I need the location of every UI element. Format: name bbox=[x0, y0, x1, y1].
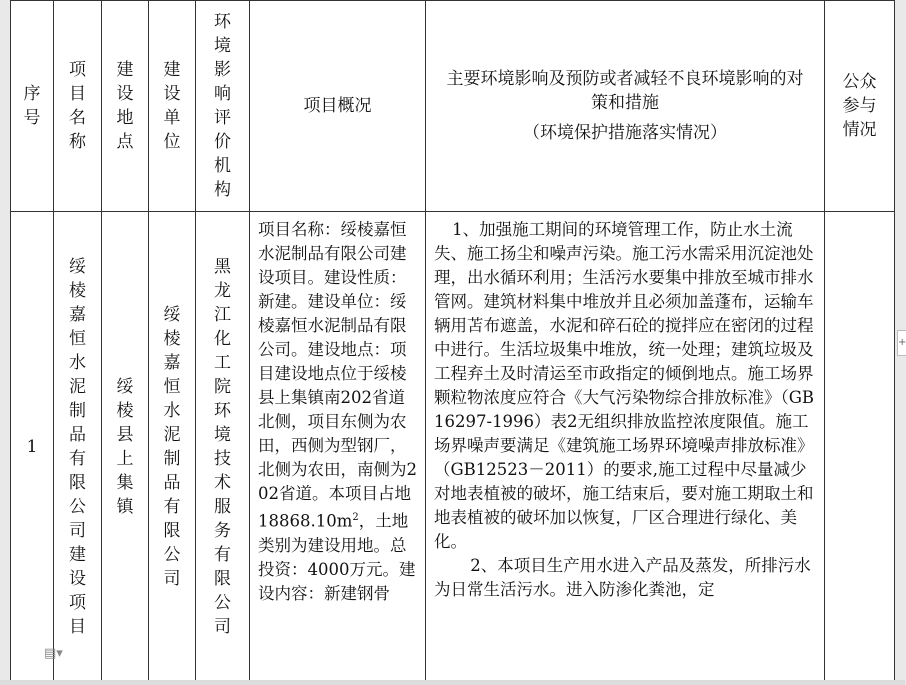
header-project-name-cell bbox=[54, 1, 102, 212]
row-measures bbox=[426, 212, 824, 602]
overview-superscript: 2 bbox=[352, 512, 359, 523]
row-seq-cell bbox=[11, 212, 54, 683]
table-header-row bbox=[11, 1, 895, 212]
header-seq-cell bbox=[11, 1, 54, 212]
row-unit: 绥棱嘉恒水泥制品有限公司 bbox=[163, 305, 181, 589]
row-location: 绥棱县上集镇 bbox=[116, 377, 134, 517]
header-public-cell bbox=[825, 1, 895, 212]
row-seq: 1 bbox=[26, 437, 38, 457]
paste-options-icon[interactable]: ▤▾ bbox=[44, 646, 63, 661]
row-eia-org-cell bbox=[196, 212, 250, 683]
row-project-name-cell bbox=[54, 212, 102, 683]
header-public: 公众参与情况 bbox=[842, 72, 877, 140]
row-measures-cell bbox=[426, 212, 825, 683]
eia-table bbox=[10, 0, 895, 683]
header-eia-org: 环境影响评价机构 bbox=[214, 12, 231, 200]
header-measures-title: 主要环境影响及预防或者减轻不良环境影响的对策和措施 bbox=[446, 69, 804, 113]
header-overview: 项目概况 bbox=[303, 96, 372, 116]
row-location-cell bbox=[102, 212, 149, 683]
header-project-name: 项目名称 bbox=[69, 60, 86, 152]
overview-text-2: ，土地类别为建设用地。总投资：4000万元。建设内容：新建钢骨 bbox=[258, 511, 416, 603]
row-public-cell bbox=[825, 212, 895, 683]
measure-paragraph-1: 1、加强施工期间的环境管理工作，防止水土流失、施工扬尘和噪声污染。施工污水需采用沉淀池处理，出水循环利用；生活污水要集中排放至城市排水管网。建筑材料集中堆放并且必须加盖蓬布，运输车辆用苫布遮盖，水泥和碎石砼的搅拌应在密闭的过程中进行。生活垃圾集中堆放，统一处理；建筑垃圾及工程弃土及时清运至市政指定的倾倒地点。施工场界颗粒物浓度应符合《大气污染物综合排放标准》（GB16297-1996）表2无组织排放监控浓度限值。施工场界噪声要满足《建筑施工场界环境噪声排放标准》（GB12523－2011）的要求,施工过程中尽量减少对地表植被的破坏，施工结束后，要对施工期取土和地表植被的破坏加以恢复，厂区合理进行绿化、美化。 bbox=[434, 220, 815, 551]
document-page bbox=[10, 0, 895, 685]
row-overview-cell bbox=[250, 212, 426, 683]
overview-text-1: 项目名称：绥棱嘉恒水泥制品有限公司建设项目。建设性质：新建。建设单位：绥棱嘉恒水泥制品有限公司。建设地点：项目建设地点位于绥棱县上集镇南202省道北侧，项目东侧为农田，西侧为型钢厂，北侧为农田，南侧为202省道。本项目占地18868.10m bbox=[258, 220, 417, 531]
header-unit-cell bbox=[149, 1, 196, 212]
header-location: 建设地点 bbox=[116, 60, 134, 152]
row-unit-cell bbox=[149, 212, 196, 683]
header-location-cell bbox=[102, 1, 149, 212]
table-row bbox=[11, 212, 895, 683]
add-column-icon[interactable]: + bbox=[897, 330, 906, 356]
page-bottom-edge bbox=[0, 680, 905, 685]
header-eia-org-cell bbox=[196, 1, 250, 212]
measure-paragraph-2: 2、本项目生产用水进入产品及蒸发，所排污水为日常生活污水。进入防渗化粪池，定 bbox=[434, 556, 811, 599]
header-unit: 建设单位 bbox=[163, 60, 181, 152]
header-seq: 序号 bbox=[23, 84, 41, 128]
header-measures-subtitle: （环境保护措施落实情况） bbox=[523, 123, 727, 143]
header-measures-cell bbox=[426, 1, 825, 212]
row-project-name: 绥棱嘉恒水泥制品有限公司建设项目 bbox=[69, 257, 86, 637]
header-overview-cell bbox=[250, 1, 426, 212]
row-eia-org: 黑龙江化工院环境技术服务有限公司 bbox=[214, 257, 231, 637]
row-overview bbox=[250, 212, 425, 606]
